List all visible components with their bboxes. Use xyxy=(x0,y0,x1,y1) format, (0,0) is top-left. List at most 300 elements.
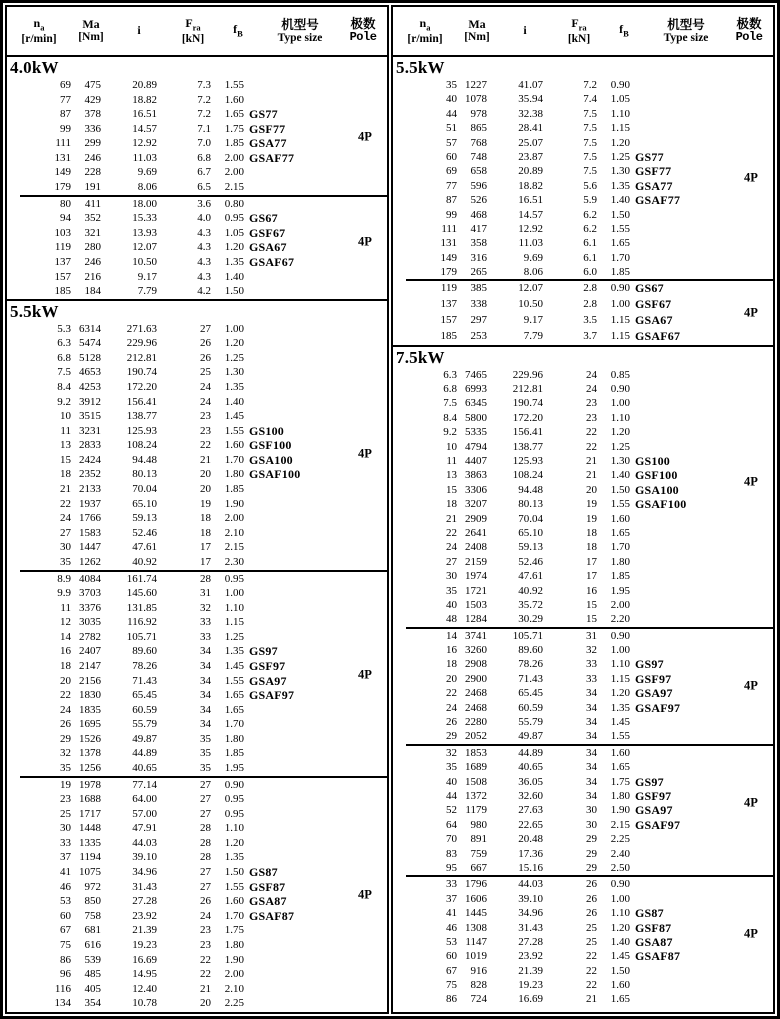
cell-radial-force-fra: 20 xyxy=(200,483,211,496)
cell-radial-force-fra: 26 xyxy=(586,892,597,905)
pole-count-label: 4P xyxy=(744,795,758,810)
cell-ratio-i: 22.65 xyxy=(518,818,543,831)
cell-speed-na: 9.9 xyxy=(57,587,71,600)
cell-torque-ma: 2352 xyxy=(79,468,101,481)
cell-torque-ma: 1583 xyxy=(79,526,101,539)
cell-pole xyxy=(733,208,769,222)
cell-speed-na: 30 xyxy=(60,822,71,835)
cell-radial-force-fra: 17 xyxy=(586,570,597,583)
cell-service-factor-fb: 1.85 xyxy=(610,266,630,279)
cell-speed-na: 37 xyxy=(446,892,457,905)
table-row xyxy=(393,440,773,454)
cell-speed-na: 16 xyxy=(60,645,71,658)
cell-pole xyxy=(347,197,383,212)
cell-ratio-i: 20.48 xyxy=(518,833,543,846)
cell-speed-na: 67 xyxy=(446,964,457,977)
cell-ratio-i: 11.03 xyxy=(132,151,157,164)
cell-torque-ma: 658 xyxy=(470,165,487,178)
cell-speed-na: 35 xyxy=(446,79,457,91)
table-row xyxy=(7,211,387,226)
table-header-row xyxy=(393,7,773,57)
cell-type-size xyxy=(244,732,347,747)
header-cell-i xyxy=(497,24,553,37)
table-row xyxy=(393,396,773,410)
cell-ratio-i: 80.13 xyxy=(132,468,157,481)
cell-torque-ma: 916 xyxy=(470,964,487,977)
cell-speed-na: 35 xyxy=(60,762,71,775)
cell-torque-ma: 978 xyxy=(470,107,487,120)
table-row xyxy=(393,584,773,598)
cell-radial-force-fra: 29 xyxy=(586,847,597,860)
table-row xyxy=(7,107,387,122)
rating-block xyxy=(393,877,773,1007)
cell-pole xyxy=(733,847,769,861)
table-row xyxy=(393,877,773,891)
table-row xyxy=(393,746,773,760)
cell-radial-force-fra: 20 xyxy=(200,997,211,1010)
cell-speed-na: 6.3 xyxy=(443,368,457,381)
cell-speed-na: 8.9 xyxy=(57,572,71,585)
cell-ratio-i: 55.79 xyxy=(132,718,157,731)
cell-service-factor-fb: 1.35 xyxy=(224,851,244,864)
cell-radial-force-fra: 34 xyxy=(586,687,597,700)
cell-speed-na: 18 xyxy=(60,468,71,481)
cell-type-size xyxy=(630,992,733,1006)
cell-service-factor-fb: 1.50 xyxy=(610,483,630,496)
header-symbol: $f_B$ xyxy=(233,22,243,39)
cell-pole xyxy=(347,78,383,93)
cell-service-factor-fb: 1.85 xyxy=(224,747,244,760)
cell-service-factor-fb: 2.00 xyxy=(224,512,244,525)
table-row xyxy=(7,703,387,718)
cell-type-size xyxy=(630,512,733,526)
cell-radial-force-fra: 18 xyxy=(200,512,211,525)
cell-radial-force-fra: 23 xyxy=(200,424,211,437)
type-size-label: GSAF77 xyxy=(635,193,681,208)
type-size-label: GSAF97 xyxy=(635,817,681,832)
cell-radial-force-fra: 18 xyxy=(586,541,597,554)
cell-torque-ma: 1019 xyxy=(465,950,487,963)
cell-speed-na: 77 xyxy=(60,93,71,106)
cell-pole xyxy=(347,211,383,226)
cell-radial-force-fra: 21 xyxy=(200,453,211,466)
cell-ratio-i: 10.50 xyxy=(518,298,543,311)
cell-pole xyxy=(347,497,383,512)
cell-type-size xyxy=(630,729,733,743)
cell-pole xyxy=(347,270,383,285)
cell-pole xyxy=(347,180,383,195)
cell-torque-ma: 4794 xyxy=(465,440,487,453)
cell-radial-force-fra: 7.2 xyxy=(197,108,211,121)
cell-radial-force-fra: 25 xyxy=(586,921,597,934)
cell-speed-na: 41 xyxy=(446,907,457,920)
type-size-label: GSA67 xyxy=(249,240,287,255)
cell-ratio-i: 31.43 xyxy=(132,880,157,893)
rating-block xyxy=(7,778,387,1011)
cell-type-size xyxy=(630,832,733,846)
cell-torque-ma: 1937 xyxy=(79,497,101,510)
cell-ratio-i: 47.91 xyxy=(132,822,157,835)
cell-ratio-i: 131.85 xyxy=(126,601,157,614)
cell-torque-ma: 2424 xyxy=(79,453,101,466)
cell-speed-na: 18 xyxy=(60,659,71,672)
header-unit: [kN] xyxy=(567,32,591,45)
cell-speed-na: 51 xyxy=(446,122,457,135)
table-row xyxy=(393,512,773,526)
table-row xyxy=(393,78,773,92)
table-row xyxy=(7,850,387,865)
cell-pole xyxy=(733,715,769,729)
type-size-label: GSA100 xyxy=(249,452,293,467)
header-symbol: Ma xyxy=(468,16,486,31)
cell-ratio-i: 44.03 xyxy=(518,878,543,891)
type-size-label: GSAF100 xyxy=(249,467,301,482)
cell-torque-ma: 1372 xyxy=(465,789,487,802)
cell-torque-ma: 865 xyxy=(470,122,487,135)
cell-pole xyxy=(347,555,383,570)
cell-type-size xyxy=(244,526,347,541)
cell-speed-na: 35 xyxy=(60,555,71,568)
cell-pole xyxy=(733,629,769,643)
cell-torque-ma: 5335 xyxy=(465,426,487,439)
cell-service-factor-fb: 2.00 xyxy=(224,166,244,179)
cell-pole xyxy=(733,729,769,743)
cell-speed-na: 11 xyxy=(60,601,71,614)
cell-type-size xyxy=(244,982,347,997)
cell-pole xyxy=(347,395,383,410)
cell-radial-force-fra: 22 xyxy=(200,968,211,981)
cell-service-factor-fb: 1.80 xyxy=(224,938,244,951)
pole-count-label: 4P xyxy=(358,887,372,902)
cell-service-factor-fb: 1.25 xyxy=(610,150,630,163)
table-row xyxy=(393,672,773,686)
cell-radial-force-fra: 19 xyxy=(200,497,211,510)
cell-torque-ma: 358 xyxy=(470,237,487,250)
cell-service-factor-fb: 1.55 xyxy=(610,498,630,511)
cell-radial-force-fra: 4.0 xyxy=(197,212,211,225)
table-row xyxy=(7,953,387,968)
header-unit: [r/min] xyxy=(21,32,57,45)
cell-ratio-i: 52.46 xyxy=(518,555,543,568)
cell-pole xyxy=(733,964,769,978)
cell-pole xyxy=(733,906,769,920)
cell-ratio-i: 19.23 xyxy=(132,938,157,951)
cell-ratio-i: 14.95 xyxy=(132,968,157,981)
cell-radial-force-fra: 6.1 xyxy=(583,251,597,264)
cell-speed-na: 37 xyxy=(60,851,71,864)
type-size-label: GSA97 xyxy=(635,686,673,701)
cell-speed-na: 22 xyxy=(446,526,457,539)
cell-torque-ma: 246 xyxy=(84,255,101,268)
cell-service-factor-fb: 1.00 xyxy=(610,644,630,657)
cell-speed-na: 15 xyxy=(446,483,457,496)
table-row xyxy=(7,674,387,689)
table-row xyxy=(393,251,773,265)
cell-type-size xyxy=(630,760,733,774)
cell-torque-ma: 6314 xyxy=(79,322,101,335)
cell-radial-force-fra: 23 xyxy=(586,397,597,410)
cell-service-factor-fb: 1.80 xyxy=(610,789,630,802)
cell-radial-force-fra: 7.2 xyxy=(583,79,597,91)
cell-ratio-i: 18.82 xyxy=(518,179,543,192)
cell-radial-force-fra: 34 xyxy=(586,716,597,729)
cell-torque-ma: 280 xyxy=(84,241,101,254)
table-row xyxy=(7,732,387,747)
cell-speed-na: 30 xyxy=(446,570,457,583)
cell-service-factor-fb: 1.70 xyxy=(224,909,244,922)
cell-speed-na: 179 xyxy=(440,266,457,279)
cell-service-factor-fb: 0.90 xyxy=(610,383,630,396)
cell-radial-force-fra: 33 xyxy=(586,658,597,671)
cell-radial-force-fra: 23 xyxy=(200,410,211,423)
cell-ratio-i: 31.43 xyxy=(518,921,543,934)
cell-pole xyxy=(733,454,769,468)
table-row xyxy=(393,540,773,554)
cell-ratio-i: 47.61 xyxy=(132,541,157,554)
cell-ratio-i: 65.45 xyxy=(132,689,157,702)
cell-torque-ma: 299 xyxy=(84,137,101,150)
cell-torque-ma: 3741 xyxy=(465,629,487,642)
cell-service-factor-fb: 1.35 xyxy=(610,179,630,192)
cell-service-factor-fb: 1.15 xyxy=(224,616,244,629)
power-section xyxy=(7,57,387,299)
cell-ratio-i: 9.69 xyxy=(523,251,543,264)
header-cell-na xyxy=(393,17,457,46)
cell-radial-force-fra: 6.7 xyxy=(197,166,211,179)
cell-radial-force-fra: 23 xyxy=(200,924,211,937)
cell-torque-ma: 265 xyxy=(470,266,487,279)
cell-pole xyxy=(733,92,769,106)
cell-torque-ma: 1688 xyxy=(79,793,101,806)
cell-radial-force-fra: 34 xyxy=(586,789,597,802)
cell-speed-na: 18 xyxy=(446,498,457,511)
table-row xyxy=(7,467,387,482)
cell-service-factor-fb: 1.65 xyxy=(224,689,244,702)
cell-radial-force-fra: 7.5 xyxy=(583,150,597,163)
cell-service-factor-fb: 2.00 xyxy=(224,151,244,164)
cell-ratio-i: 44.89 xyxy=(132,747,157,760)
cell-pole xyxy=(347,601,383,616)
cell-ratio-i: 89.60 xyxy=(518,644,543,657)
cell-ratio-i: 14.57 xyxy=(518,208,543,221)
cell-pole xyxy=(347,746,383,761)
header-cell-fb xyxy=(219,23,257,39)
cell-type-size xyxy=(244,511,347,526)
cell-ratio-i: 15.33 xyxy=(132,212,157,225)
cell-ratio-i: 27.28 xyxy=(132,895,157,908)
cell-service-factor-fb: 1.60 xyxy=(610,746,630,759)
cell-service-factor-fb: 1.30 xyxy=(610,165,630,178)
table-row xyxy=(393,701,773,715)
cell-service-factor-fb: 1.15 xyxy=(610,672,630,685)
cell-speed-na: 27 xyxy=(446,555,457,568)
cell-radial-force-fra: 28 xyxy=(200,822,211,835)
cell-radial-force-fra: 32 xyxy=(200,601,211,614)
cell-torque-ma: 972 xyxy=(84,880,101,893)
cell-speed-na: 46 xyxy=(446,921,457,934)
cell-type-size xyxy=(244,322,347,337)
cell-pole xyxy=(347,938,383,953)
cell-radial-force-fra: 34 xyxy=(200,645,211,658)
table-row xyxy=(393,382,773,396)
cell-torque-ma: 6993 xyxy=(465,383,487,396)
cell-radial-force-fra: 29 xyxy=(586,833,597,846)
cell-torque-ma: 759 xyxy=(470,847,487,860)
cell-ratio-i: 12.92 xyxy=(132,137,157,150)
cell-torque-ma: 3863 xyxy=(465,469,487,482)
table-row xyxy=(7,688,387,703)
cell-torque-ma: 1075 xyxy=(79,866,101,879)
table-row xyxy=(393,803,773,817)
cell-pole xyxy=(347,923,383,938)
cell-service-factor-fb: 1.50 xyxy=(224,285,244,298)
cell-torque-ma: 1606 xyxy=(465,892,487,905)
rating-block xyxy=(393,78,773,279)
type-size-label: GSA97 xyxy=(635,803,673,818)
section-title: 4.0kW xyxy=(10,58,59,77)
power-section xyxy=(393,57,773,345)
table-row xyxy=(393,729,773,743)
cell-type-size xyxy=(630,569,733,583)
cell-ratio-i: 20.89 xyxy=(132,79,157,91)
header-cell-pole xyxy=(729,17,769,44)
type-size-label: GSAF97 xyxy=(249,688,295,703)
cell-torque-ma: 681 xyxy=(84,924,101,937)
cell-speed-na: 111 xyxy=(441,222,457,235)
table-row xyxy=(393,686,773,700)
cell-torque-ma: 3306 xyxy=(465,483,487,496)
type-size-label: GS97 xyxy=(635,657,664,672)
header-cell-i xyxy=(111,24,167,37)
cell-speed-na: 35 xyxy=(446,761,457,774)
cell-ratio-i: 145.60 xyxy=(126,587,157,600)
cell-speed-na: 32 xyxy=(446,746,457,759)
cell-ratio-i: 156.41 xyxy=(512,426,543,439)
cell-radial-force-fra: 7.4 xyxy=(583,93,597,106)
cell-speed-na: 67 xyxy=(60,924,71,937)
cell-speed-na: 20 xyxy=(60,674,71,687)
cell-pole xyxy=(347,630,383,645)
cell-service-factor-fb: 0.95 xyxy=(224,212,244,225)
cell-speed-na: 60 xyxy=(446,150,457,163)
cell-torque-ma: 354 xyxy=(84,997,101,1010)
cell-speed-na: 21 xyxy=(446,512,457,525)
cell-torque-ma: 1445 xyxy=(465,907,487,920)
cell-service-factor-fb: 1.60 xyxy=(224,93,244,106)
table-row xyxy=(393,297,773,313)
cell-ratio-i: 94.48 xyxy=(132,453,157,466)
cell-ratio-i: 10.78 xyxy=(132,997,157,1010)
cell-radial-force-fra: 30 xyxy=(586,818,597,831)
table-row xyxy=(7,151,387,166)
cell-radial-force-fra: 30 xyxy=(586,804,597,817)
cell-type-size xyxy=(244,197,347,212)
cell-speed-na: 35 xyxy=(446,584,457,597)
type-size-label: GSAF100 xyxy=(635,497,687,512)
table-row xyxy=(7,93,387,108)
power-section xyxy=(7,299,387,1011)
table-row xyxy=(393,136,773,150)
cell-type-size xyxy=(630,236,733,250)
cell-speed-na: 134 xyxy=(54,997,71,1010)
table-row xyxy=(393,425,773,439)
cell-torque-ma: 2468 xyxy=(465,701,487,714)
header-cell-na xyxy=(7,17,71,46)
cell-speed-na: 10 xyxy=(60,410,71,423)
cell-ratio-i: 70.04 xyxy=(132,483,157,496)
cell-ratio-i: 44.89 xyxy=(518,746,543,759)
cell-ratio-i: 65.10 xyxy=(132,497,157,510)
type-size-label: GSF87 xyxy=(249,879,286,894)
cell-radial-force-fra: 19 xyxy=(586,512,597,525)
header-symbol: i xyxy=(137,23,141,38)
cell-pole xyxy=(347,836,383,851)
cell-speed-na: 18 xyxy=(446,658,457,671)
section-title: 5.5kW xyxy=(10,301,59,321)
cell-service-factor-fb: 1.55 xyxy=(224,880,244,893)
cell-torque-ma: 2908 xyxy=(465,658,487,671)
cell-ratio-i: 40.92 xyxy=(132,555,157,568)
cell-type-size xyxy=(630,746,733,760)
cell-pole xyxy=(347,336,383,351)
cell-ratio-i: 32.60 xyxy=(518,789,543,802)
cell-speed-na: 12 xyxy=(60,616,71,629)
cell-service-factor-fb: 1.55 xyxy=(610,730,630,743)
cell-service-factor-fb: 0.80 xyxy=(224,197,244,210)
cell-service-factor-fb: 1.65 xyxy=(610,237,630,250)
cell-ratio-i: 16.69 xyxy=(518,993,543,1006)
cell-speed-na: 80 xyxy=(60,197,71,210)
cell-type-size xyxy=(630,540,733,554)
cell-service-factor-fb: 1.50 xyxy=(610,964,630,977)
cell-ratio-i: 77.14 xyxy=(132,778,157,791)
table-row xyxy=(7,270,387,285)
cell-radial-force-fra: 26 xyxy=(586,878,597,891)
cell-radial-force-fra: 7.5 xyxy=(583,165,597,178)
cell-ratio-i: 108.24 xyxy=(126,439,157,452)
cell-pole xyxy=(733,992,769,1006)
cell-torque-ma: 191 xyxy=(84,181,101,194)
cell-pole xyxy=(733,949,769,963)
cell-pole xyxy=(347,967,383,982)
cell-service-factor-fb: 1.70 xyxy=(224,718,244,731)
cell-ratio-i: 9.69 xyxy=(137,166,157,179)
cell-type-size xyxy=(630,251,733,265)
table-row xyxy=(7,865,387,880)
cell-ratio-i: 32.38 xyxy=(518,107,543,120)
cell-torque-ma: 3035 xyxy=(79,616,101,629)
cell-service-factor-fb: 2.40 xyxy=(610,847,630,860)
table-row xyxy=(393,612,773,626)
cell-radial-force-fra: 23 xyxy=(586,411,597,424)
cell-torque-ma: 1147 xyxy=(465,935,487,948)
cell-ratio-i: 41.07 xyxy=(518,79,543,91)
cell-type-size xyxy=(630,978,733,992)
table-row xyxy=(7,511,387,526)
cell-type-size xyxy=(244,778,347,793)
cell-speed-na: 44 xyxy=(446,789,457,802)
cell-torque-ma: 1796 xyxy=(465,878,487,891)
cell-service-factor-fb: 1.95 xyxy=(610,584,630,597)
header-label-cn: 机型号 xyxy=(281,16,319,32)
cell-ratio-i: 161.74 xyxy=(126,572,157,585)
table-row xyxy=(7,982,387,997)
rating-block xyxy=(393,281,773,344)
header-cell-type-size xyxy=(643,18,729,45)
cell-pole xyxy=(733,382,769,396)
type-size-label: GSF100 xyxy=(249,438,292,453)
cell-service-factor-fb: 1.35 xyxy=(224,645,244,658)
